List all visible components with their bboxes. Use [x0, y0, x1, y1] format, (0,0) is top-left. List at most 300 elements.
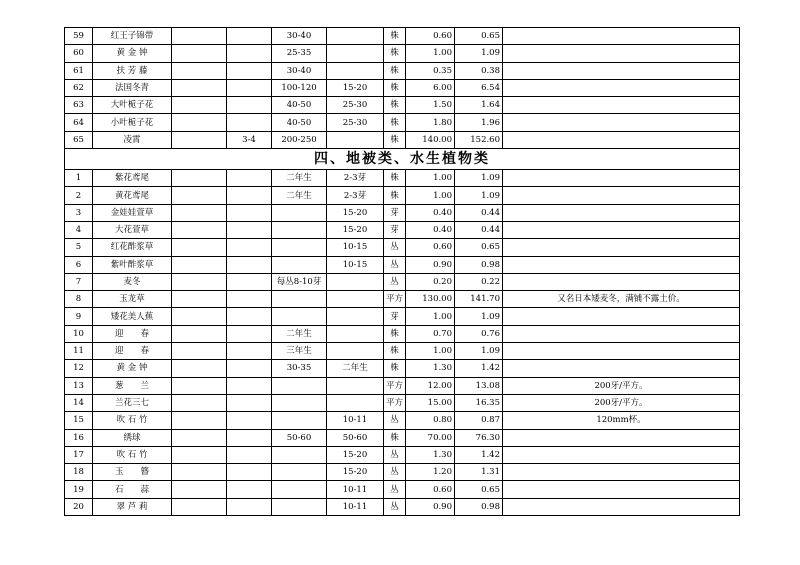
cell-price-total: 0.65	[455, 481, 503, 498]
cell-spec-b	[227, 239, 272, 256]
cell-note	[503, 429, 740, 446]
cell-spec-b	[227, 446, 272, 463]
cell-price: 6.00	[406, 79, 455, 96]
table-row	[65, 256, 740, 273]
cell-unit: 株	[384, 170, 406, 187]
cell-plant-name: 小叶栀子花	[93, 114, 172, 131]
cell-crown: 10-11	[327, 481, 384, 498]
table-row	[65, 308, 740, 325]
cell-price-total: 1.09	[455, 170, 503, 187]
cell-price: 1.50	[406, 97, 455, 114]
cell-unit: 株	[384, 343, 406, 360]
cell-height	[272, 394, 327, 411]
cell-price: 1.00	[406, 343, 455, 360]
cell-height	[272, 446, 327, 463]
cell-number: 8	[65, 291, 93, 308]
cell-unit: 丛	[384, 446, 406, 463]
cell-crown	[327, 394, 384, 411]
cell-price: 130.00	[406, 291, 455, 308]
cell-spec-a	[172, 377, 227, 394]
cell-crown: 25-30	[327, 97, 384, 114]
cell-price: 1.30	[406, 360, 455, 377]
cell-number: 14	[65, 394, 93, 411]
table-row	[65, 28, 740, 45]
cell-price: 0.60	[406, 28, 455, 45]
table-row	[65, 187, 740, 204]
cell-crown: 2-3芽	[327, 187, 384, 204]
cell-note	[503, 114, 740, 131]
cell-height: 40-50	[272, 97, 327, 114]
cell-height	[272, 256, 327, 273]
cell-plant-name: 吹 石 竹	[93, 446, 172, 463]
cell-height: 100-120	[272, 79, 327, 96]
cell-price-total: 0.44	[455, 204, 503, 221]
table-row	[65, 325, 740, 342]
cell-spec-b	[227, 62, 272, 79]
cell-price: 1.00	[406, 45, 455, 62]
cell-spec-b	[227, 170, 272, 187]
cell-plant-name: 翠 芦 莉	[93, 498, 172, 515]
cell-crown	[327, 325, 384, 342]
cell-spec-a	[172, 308, 227, 325]
cell-height: 三年生	[272, 343, 327, 360]
cell-price-total: 0.98	[455, 256, 503, 273]
cell-height: 50-60	[272, 429, 327, 446]
cell-number: 10	[65, 325, 93, 342]
table-row	[65, 412, 740, 429]
cell-unit: 株	[384, 187, 406, 204]
cell-price-total: 1.42	[455, 446, 503, 463]
cell-price-total: 0.87	[455, 412, 503, 429]
cell-plant-name: 玉龙草	[93, 291, 172, 308]
cell-number: 63	[65, 97, 93, 114]
cell-spec-a	[172, 97, 227, 114]
cell-crown	[327, 308, 384, 325]
cell-spec-a	[172, 273, 227, 290]
cell-spec-a	[172, 464, 227, 481]
cell-number: 60	[65, 45, 93, 62]
cell-plant-name: 麦冬	[93, 273, 172, 290]
table-row	[65, 221, 740, 238]
cell-plant-name: 玉 簪	[93, 464, 172, 481]
cell-number: 19	[65, 481, 93, 498]
cell-note	[503, 62, 740, 79]
cell-height: 二年生	[272, 170, 327, 187]
cell-height	[272, 412, 327, 429]
cell-spec-a	[172, 114, 227, 131]
cell-number: 2	[65, 187, 93, 204]
cell-unit: 丛	[384, 273, 406, 290]
cell-price-total: 16.35	[455, 394, 503, 411]
cell-note	[503, 221, 740, 238]
cell-price-total: 1.09	[455, 187, 503, 204]
cell-price: 0.35	[406, 62, 455, 79]
cell-unit: 平方	[384, 394, 406, 411]
cell-number: 59	[65, 28, 93, 45]
cell-spec-a	[172, 412, 227, 429]
cell-price-total: 0.76	[455, 325, 503, 342]
cell-price: 0.90	[406, 498, 455, 515]
cell-height: 30-40	[272, 28, 327, 45]
cell-height: 200-250	[272, 131, 327, 148]
cell-plant-name: 迎 春	[93, 325, 172, 342]
cell-spec-b	[227, 481, 272, 498]
cell-number: 3	[65, 204, 93, 221]
cell-note: 200牙/平方。	[503, 377, 740, 394]
cell-spec-b	[227, 28, 272, 45]
cell-spec-b	[227, 325, 272, 342]
cell-plant-name: 葱 兰	[93, 377, 172, 394]
cell-unit: 丛	[384, 256, 406, 273]
cell-spec-b	[227, 79, 272, 96]
table-row	[65, 62, 740, 79]
cell-spec-b	[227, 429, 272, 446]
cell-number: 18	[65, 464, 93, 481]
cell-price: 0.40	[406, 221, 455, 238]
cell-unit: 芽	[384, 308, 406, 325]
cell-height	[272, 481, 327, 498]
cell-price-total: 6.54	[455, 79, 503, 96]
cell-number: 1	[65, 170, 93, 187]
cell-price-total: 141.70	[455, 291, 503, 308]
cell-crown: 10-11	[327, 412, 384, 429]
cell-note: 120mm杯。	[503, 412, 740, 429]
cell-plant-name: 红花酢浆草	[93, 239, 172, 256]
cell-price: 1.30	[406, 446, 455, 463]
table-row	[65, 291, 740, 308]
cell-number: 4	[65, 221, 93, 238]
cell-price: 0.20	[406, 273, 455, 290]
cell-spec-b	[227, 498, 272, 515]
cell-spec-b	[227, 187, 272, 204]
table-row	[65, 131, 740, 148]
cell-crown: 10-15	[327, 239, 384, 256]
cell-plant-name: 大叶栀子花	[93, 97, 172, 114]
cell-spec-b	[227, 45, 272, 62]
cell-unit: 平方	[384, 291, 406, 308]
cell-plant-name: 大花萱草	[93, 221, 172, 238]
cell-number: 13	[65, 377, 93, 394]
cell-plant-name: 法国冬青	[93, 79, 172, 96]
cell-number: 16	[65, 429, 93, 446]
cell-number: 6	[65, 256, 93, 273]
cell-price-total: 0.44	[455, 221, 503, 238]
cell-plant-name: 石 蒜	[93, 481, 172, 498]
cell-height: 30-35	[272, 360, 327, 377]
cell-spec-b	[227, 221, 272, 238]
cell-note	[503, 131, 740, 148]
cell-spec-b	[227, 464, 272, 481]
cell-spec-a	[172, 45, 227, 62]
cell-note	[503, 170, 740, 187]
cell-spec-b	[227, 343, 272, 360]
cell-plant-name: 金娃娃萱草	[93, 204, 172, 221]
cell-height	[272, 221, 327, 238]
cell-note	[503, 204, 740, 221]
cell-spec-a	[172, 498, 227, 515]
cell-spec-b	[227, 360, 272, 377]
cell-spec-b	[227, 291, 272, 308]
cell-number: 20	[65, 498, 93, 515]
cell-note	[503, 79, 740, 96]
cell-note	[503, 273, 740, 290]
cell-price: 15.00	[406, 394, 455, 411]
table-row	[65, 429, 740, 446]
cell-plant-name: 迎 春	[93, 343, 172, 360]
cell-spec-a	[172, 170, 227, 187]
cell-spec-a	[172, 429, 227, 446]
cell-note	[503, 187, 740, 204]
table-row	[65, 45, 740, 62]
cell-height	[272, 308, 327, 325]
cell-spec-b	[227, 97, 272, 114]
cell-unit: 丛	[384, 498, 406, 515]
cell-crown: 15-20	[327, 79, 384, 96]
cell-crown	[327, 62, 384, 79]
cell-price-total: 0.65	[455, 28, 503, 45]
cell-price: 0.70	[406, 325, 455, 342]
cell-crown: 15-20	[327, 464, 384, 481]
cell-crown	[327, 343, 384, 360]
cell-unit: 丛	[384, 481, 406, 498]
cell-note	[503, 28, 740, 45]
cell-crown	[327, 377, 384, 394]
table-row	[65, 446, 740, 463]
cell-spec-a	[172, 360, 227, 377]
cell-note	[503, 464, 740, 481]
cell-plant-name: 紫叶酢浆草	[93, 256, 172, 273]
cell-note	[503, 239, 740, 256]
table-row	[65, 394, 740, 411]
cell-spec-b	[227, 256, 272, 273]
cell-price: 1.00	[406, 308, 455, 325]
cell-height	[272, 239, 327, 256]
cell-price-total: 1.96	[455, 114, 503, 131]
cell-price: 1.20	[406, 464, 455, 481]
cell-height	[272, 464, 327, 481]
cell-height: 25-35	[272, 45, 327, 62]
cell-unit: 株	[384, 28, 406, 45]
cell-plant-name: 凌霄	[93, 131, 172, 148]
cell-spec-a	[172, 481, 227, 498]
cell-crown: 2-3芽	[327, 170, 384, 187]
cell-price: 12.00	[406, 377, 455, 394]
cell-price-total: 1.09	[455, 308, 503, 325]
cell-unit: 株	[384, 360, 406, 377]
cell-price-total: 0.22	[455, 273, 503, 290]
cell-unit: 株	[384, 62, 406, 79]
cell-plant-name: 黄花鸢尾	[93, 187, 172, 204]
cell-price: 1.00	[406, 187, 455, 204]
cell-spec-a	[172, 204, 227, 221]
cell-crown	[327, 273, 384, 290]
section-title: 四、地被类、水生植物类	[65, 149, 740, 170]
cell-unit: 丛	[384, 239, 406, 256]
cell-height	[272, 291, 327, 308]
table-row	[65, 360, 740, 377]
cell-spec-a	[172, 343, 227, 360]
table-row	[65, 498, 740, 515]
cell-crown	[327, 291, 384, 308]
cell-number: 62	[65, 79, 93, 96]
cell-crown: 15-20	[327, 221, 384, 238]
cell-price: 0.40	[406, 204, 455, 221]
cell-number: 65	[65, 131, 93, 148]
cell-note	[503, 308, 740, 325]
cell-crown: 15-20	[327, 204, 384, 221]
table-row	[65, 464, 740, 481]
cell-price-total: 1.64	[455, 97, 503, 114]
cell-spec-a	[172, 394, 227, 411]
cell-unit: 株	[384, 45, 406, 62]
cell-number: 5	[65, 239, 93, 256]
cell-plant-name: 矮花美人蕉	[93, 308, 172, 325]
cell-spec-a	[172, 131, 227, 148]
cell-price-total: 0.98	[455, 498, 503, 515]
cell-number: 11	[65, 343, 93, 360]
cell-spec-a	[172, 256, 227, 273]
section-header-row	[65, 149, 740, 170]
cell-number: 17	[65, 446, 93, 463]
cell-price: 0.60	[406, 481, 455, 498]
cell-crown	[327, 28, 384, 45]
cell-price-total: 0.38	[455, 62, 503, 79]
cell-price-total: 13.08	[455, 377, 503, 394]
cell-price-total: 0.65	[455, 239, 503, 256]
cell-note	[503, 360, 740, 377]
cell-unit: 芽	[384, 221, 406, 238]
cell-crown: 10-11	[327, 498, 384, 515]
table-row	[65, 204, 740, 221]
cell-note: 又名日本矮麦冬，满铺不露土价。	[503, 291, 740, 308]
table-row	[65, 343, 740, 360]
cell-spec-b	[227, 394, 272, 411]
cell-note	[503, 45, 740, 62]
cell-price-total: 1.42	[455, 360, 503, 377]
cell-note	[503, 97, 740, 114]
cell-price: 0.60	[406, 239, 455, 256]
cell-unit: 丛	[384, 412, 406, 429]
cell-price-total: 76.30	[455, 429, 503, 446]
table-row	[65, 79, 740, 96]
cell-spec-b	[227, 273, 272, 290]
cell-plant-name: 吹 石 竹	[93, 412, 172, 429]
cell-spec-a	[172, 62, 227, 79]
cell-price-total: 152.60	[455, 131, 503, 148]
cell-spec-a	[172, 221, 227, 238]
cell-spec-b	[227, 308, 272, 325]
cell-price: 0.90	[406, 256, 455, 273]
table-row	[65, 481, 740, 498]
cell-spec-b	[227, 412, 272, 429]
cell-plant-name: 绣球	[93, 429, 172, 446]
cell-price: 1.00	[406, 170, 455, 187]
cell-price-total: 1.31	[455, 464, 503, 481]
cell-number: 15	[65, 412, 93, 429]
cell-crown	[327, 131, 384, 148]
cell-crown: 10-15	[327, 256, 384, 273]
cell-spec-a	[172, 79, 227, 96]
cell-spec-a	[172, 28, 227, 45]
cell-height: 二年生	[272, 187, 327, 204]
cell-plant-name: 紫花鸢尾	[93, 170, 172, 187]
cell-unit: 平方	[384, 377, 406, 394]
cell-price-total: 1.09	[455, 45, 503, 62]
cell-plant-name: 红王子锦带	[93, 28, 172, 45]
cell-crown	[327, 45, 384, 62]
cell-note	[503, 498, 740, 515]
cell-spec-a	[172, 291, 227, 308]
price-table	[64, 27, 740, 516]
cell-number: 7	[65, 273, 93, 290]
cell-unit: 丛	[384, 464, 406, 481]
cell-plant-name: 黄 金 钟	[93, 360, 172, 377]
cell-crown: 25-30	[327, 114, 384, 131]
cell-crown: 二年生	[327, 360, 384, 377]
cell-plant-name: 黄 金 钟	[93, 45, 172, 62]
table-row	[65, 114, 740, 131]
cell-spec-b: 3-4	[227, 131, 272, 148]
cell-note	[503, 256, 740, 273]
cell-unit: 株	[384, 429, 406, 446]
cell-height	[272, 204, 327, 221]
cell-unit: 株	[384, 131, 406, 148]
cell-price: 140.00	[406, 131, 455, 148]
cell-price: 0.80	[406, 412, 455, 429]
cell-unit: 芽	[384, 204, 406, 221]
cell-price-total: 1.09	[455, 343, 503, 360]
cell-plant-name: 扶 芳 藤	[93, 62, 172, 79]
cell-plant-name: 兰花三七	[93, 394, 172, 411]
cell-height: 30-40	[272, 62, 327, 79]
table-row	[65, 273, 740, 290]
cell-spec-b	[227, 114, 272, 131]
cell-height	[272, 377, 327, 394]
table-row	[65, 97, 740, 114]
cell-spec-a	[172, 187, 227, 204]
cell-height: 二年生	[272, 325, 327, 342]
cell-note	[503, 446, 740, 463]
cell-spec-a	[172, 239, 227, 256]
cell-number: 9	[65, 308, 93, 325]
cell-height: 40-50	[272, 114, 327, 131]
cell-unit: 株	[384, 97, 406, 114]
cell-note	[503, 481, 740, 498]
cell-number: 64	[65, 114, 93, 131]
cell-note	[503, 325, 740, 342]
cell-note	[503, 343, 740, 360]
cell-crown: 15-20	[327, 446, 384, 463]
cell-unit: 株	[384, 325, 406, 342]
cell-spec-a	[172, 446, 227, 463]
cell-unit: 株	[384, 114, 406, 131]
cell-note: 200牙/平方。	[503, 394, 740, 411]
cell-crown: 50-60	[327, 429, 384, 446]
cell-unit: 株	[384, 79, 406, 96]
cell-height	[272, 498, 327, 515]
cell-number: 12	[65, 360, 93, 377]
cell-number: 61	[65, 62, 93, 79]
cell-price: 70.00	[406, 429, 455, 446]
cell-price: 1.80	[406, 114, 455, 131]
cell-spec-b	[227, 377, 272, 394]
table-row	[65, 377, 740, 394]
table-row	[65, 170, 740, 187]
cell-spec-b	[227, 204, 272, 221]
cell-spec-a	[172, 325, 227, 342]
table-row	[65, 239, 740, 256]
cell-height: 每丛8-10芽	[272, 273, 327, 290]
